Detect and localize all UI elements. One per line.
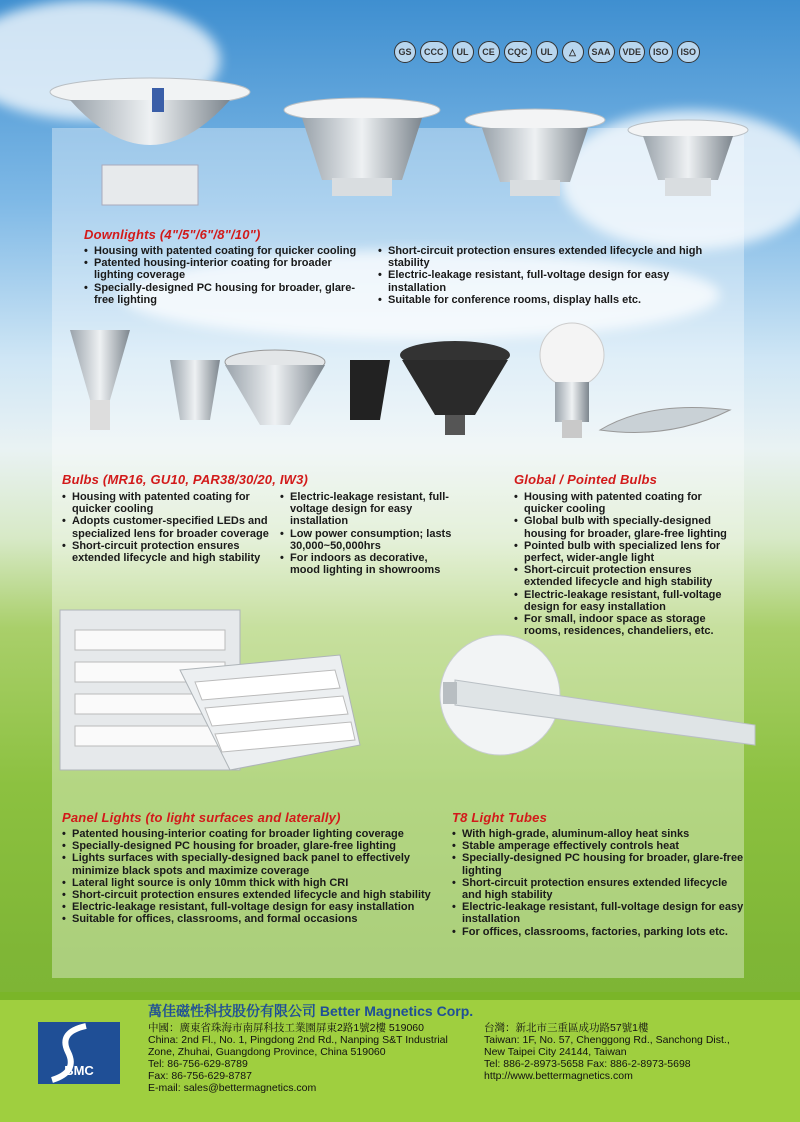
cert-mark: ISO bbox=[677, 41, 701, 63]
email-link[interactable]: E-mail: sales@bettermagnetics.com bbox=[148, 1082, 317, 1094]
t8-tube bbox=[440, 635, 755, 755]
list-item: • Short-circuit protection ensures extended lifecycle and high stability bbox=[62, 889, 447, 901]
list-item: • Short-circuit protection ensures extended lifecycle and high stability bbox=[378, 245, 728, 269]
list-item: • Suitable for conference rooms, display halls etc. bbox=[378, 294, 728, 306]
par38-bulb bbox=[400, 341, 510, 435]
downlight-mini bbox=[628, 120, 748, 196]
list-item: • Lateral light source is only 10mm thick with high CRI bbox=[62, 877, 447, 889]
cert-mark: CQC bbox=[504, 41, 532, 63]
cert-mark: SAA bbox=[588, 41, 615, 63]
list-item: • Pointed bulb with specialized lens for perfect, wider-angle light bbox=[514, 540, 742, 564]
list-item: • Adopts customer-specified LEDs and specialized lens for broader coverage bbox=[62, 515, 272, 539]
list-item: • For offices, classrooms, factories, parking lots etc. bbox=[452, 926, 744, 938]
taiwan-address bbox=[484, 1022, 784, 1082]
address-line: China: 2nd Fl., No. 1, Pingdong 2nd Rd., Nanping S&T Industrial bbox=[148, 1034, 448, 1046]
list-item: • Housing with patented coating for quicker cooling bbox=[84, 245, 374, 257]
mr16-bulb bbox=[70, 330, 130, 430]
list-item: • Electric-leakage resistant, full-voltage design for easy installation bbox=[280, 491, 460, 528]
panel-lights-title: Panel Lights (to light surfaces and laterally) bbox=[62, 810, 341, 825]
list-item: • Lights surfaces with specially-designed back panel to effectively minimize black spots and maximize coverage bbox=[62, 852, 447, 876]
list-item: • Electric-leakage resistant, full-voltage design for easy installation bbox=[378, 269, 728, 293]
global-bulbs-title: Global / Pointed Bulbs bbox=[514, 472, 658, 487]
list-item: • Electric-leakage resistant, full-voltage design for easy installation bbox=[514, 589, 742, 613]
address-line: 中國：廣東省珠海市南屏科技工業園屏東2路1號2樓 519060 bbox=[148, 1022, 424, 1034]
website-link[interactable]: http://www.bettermagnetics.com bbox=[484, 1070, 633, 1082]
company-name: 萬佳磁性科技股份有限公司 Better Magnetics Corp. bbox=[148, 1003, 474, 1019]
pointed-bulb bbox=[600, 408, 730, 433]
gu10-bulb bbox=[170, 360, 220, 420]
list-item: • Low power consumption; lasts 30,000~50,000hrs bbox=[280, 528, 460, 552]
downlight-small bbox=[465, 109, 605, 196]
downlights-title: Downlights (4"/5"/6"/8"/10") bbox=[84, 227, 261, 242]
panel-lights-list bbox=[62, 828, 447, 926]
list-item: • Patented housing-interior coating for broader lighting coverage bbox=[62, 828, 447, 840]
list-item: • Stable amperage effectively controls heat bbox=[452, 840, 744, 852]
list-item: • With high-grade, aluminum-alloy heat sinks bbox=[452, 828, 744, 840]
par30-bulb bbox=[350, 360, 390, 420]
list-item: • Patented housing-interior coating for broader lighting coverage bbox=[84, 257, 374, 281]
address-line: Zone, Zhuhai, Guangdong Province, China 519060 bbox=[148, 1046, 386, 1058]
bulb-images bbox=[50, 320, 750, 450]
downlights-list-left bbox=[84, 245, 374, 306]
footer-band bbox=[0, 992, 800, 1000]
cert-mark: CE bbox=[478, 41, 500, 63]
address-line: 台灣：新北市三重區成功路57號1樓 bbox=[484, 1022, 649, 1034]
downlight-large bbox=[50, 78, 250, 205]
cert-mark: ISO bbox=[649, 41, 673, 63]
list-item: • Short-circuit protection ensures extended lifecycle and high stability bbox=[62, 540, 272, 564]
list-item: • For small, indoor space as storage rooms, residences, chandeliers, etc. bbox=[514, 613, 742, 637]
logo-text: BMC bbox=[64, 1063, 94, 1078]
china-address bbox=[148, 1022, 468, 1094]
cert-mark: UL bbox=[536, 41, 558, 63]
address-line: New Taipei City 24144, Taiwan bbox=[484, 1046, 627, 1058]
list-item: • Short-circuit protection ensures extended lifecycle and high stability bbox=[514, 564, 742, 588]
company-logo bbox=[38, 1022, 120, 1084]
cert-mark: GS bbox=[394, 41, 416, 63]
list-item: • Suitable for offices, classrooms, and formal occasions bbox=[62, 913, 447, 925]
t8-tubes-title: T8 Light Tubes bbox=[452, 810, 548, 825]
phone: Tel: 86-756-629-8789 bbox=[148, 1058, 248, 1070]
list-item: • Specially-designed PC housing for broader, glare-free lighting bbox=[452, 852, 744, 876]
bulbs-title: Bulbs (MR16, GU10, PAR38/30/20, IW3) bbox=[62, 472, 309, 487]
fax: Fax: 86-756-629-8787 bbox=[148, 1070, 252, 1082]
address-line: Taiwan: 1F, No. 57, Chenggong Rd., Sanchong Dist., bbox=[484, 1034, 730, 1046]
list-item: • Electric-leakage resistant, full-voltage design for easy installation bbox=[452, 901, 744, 925]
cert-mark: UL bbox=[452, 41, 474, 63]
bulbs-list-right bbox=[280, 491, 460, 576]
par-bulb bbox=[225, 350, 325, 425]
cert-mark: △ bbox=[562, 41, 584, 63]
list-item: • Housing with patented coating for quicker cooling bbox=[62, 491, 272, 515]
cert-mark: CCC bbox=[420, 41, 448, 63]
list-item: • Electric-leakage resistant, full-voltage design for easy installation bbox=[62, 901, 447, 913]
global-bulb bbox=[540, 323, 604, 438]
t8-tubes-list bbox=[452, 828, 744, 938]
list-item: • Housing with patented coating for quicker cooling bbox=[514, 491, 742, 515]
cert-mark: VDE bbox=[619, 41, 646, 63]
panel-tube-images bbox=[55, 600, 765, 790]
downlight-medium bbox=[284, 98, 440, 196]
list-item: • Short-circuit protection ensures extended lifecycle and high stability bbox=[452, 877, 744, 901]
list-item: • Specially-designed PC housing for broader, glare-free lighting bbox=[62, 840, 447, 852]
phone-fax: Tel: 886-2-8973-5658 Fax: 886-2-8973-5698 bbox=[484, 1058, 691, 1070]
downlight-images bbox=[40, 70, 760, 210]
downlights-list-right bbox=[378, 245, 728, 306]
list-item: • Global bulb with specially-designed housing for broader, glare-free lighting bbox=[514, 515, 742, 539]
list-item: • Specially-designed PC housing for broader, glare-free lighting bbox=[84, 282, 374, 306]
bulbs-list-left bbox=[62, 491, 272, 564]
list-item: • For indoors as decorative, mood lighting in showrooms bbox=[280, 552, 460, 576]
certification-row bbox=[394, 38, 774, 66]
